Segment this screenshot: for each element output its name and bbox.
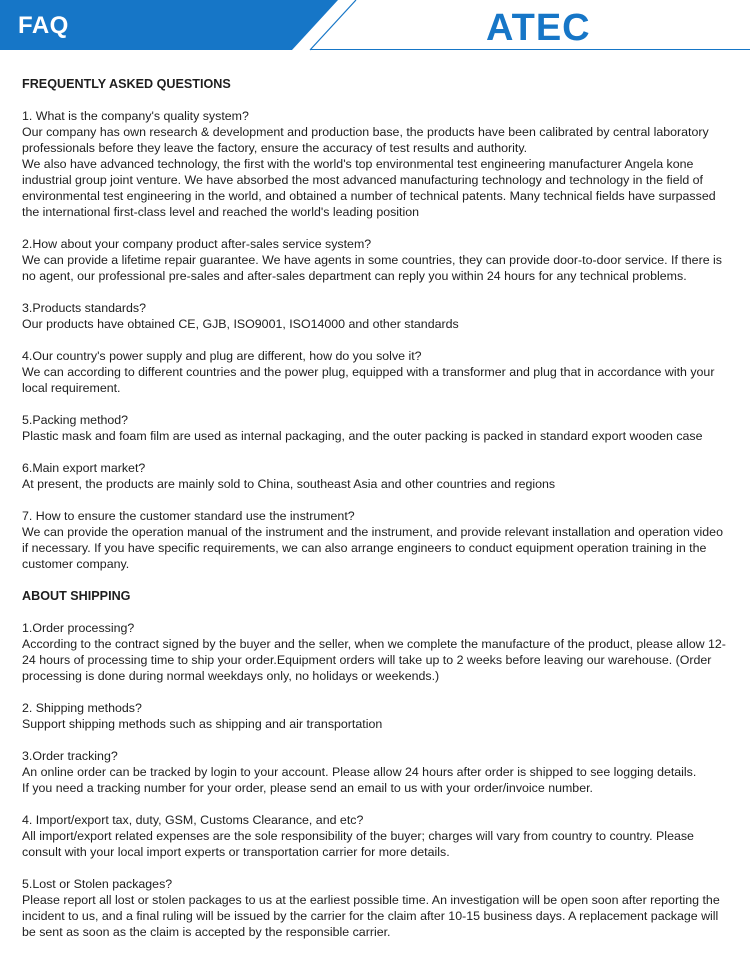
shipping-question: 2. Shipping methods? [22,701,142,715]
faq-item [22,460,730,492]
shipping-answer: Support shipping methods such as shipping and air transportation [22,717,383,731]
faq-answer: Plastic mask and foam film are used as internal packaging, and the outer packing is packed in standard export wooden case [22,429,703,443]
document-body [22,76,730,940]
shipping-answer: According to the contract signed by the buyer and the seller, when we complete the manufacture of the product, please allow 12-24 hours of processing time to ship your order.Equipment orders will take up to 2 weeks before leaving our warehouse. (Order processing is done during normal weekdays only, no holidays or weekends.) [22,637,726,683]
page-header [0,0,750,52]
shipping-item [22,876,730,940]
shipping-item [22,748,730,796]
shipping-question: 1.Order processing? [22,621,135,635]
faq-answer: Our products have obtained CE, GJB, ISO9001, ISO14000 and other standards [22,317,459,331]
shipping-item [22,700,730,732]
shipping-list [22,620,730,940]
faq-answer: We can provide the operation manual of the instrument and the instrument, and provide relevant installation and operation video if necessary. If you have specific requirements, we can also arrange engineers to conduct equipment operation training in the customer company. [22,525,723,571]
faq-item [22,108,730,220]
faq-item [22,508,730,572]
shipping-question: 5.Lost or Stolen packages? [22,877,173,891]
shipping-answer: Please report all lost or stolen packages to us at the earliest possible time. An investigation will be open soon after reporting the incident to us, and a final ruling will be issued by the carrier for the claim after 10-15 business days. A replacement package will be sent as soon as the claim is accepted by the responsible carrier. [22,893,720,939]
faq-answer: We can provide a lifetime repair guarantee. We have agents in some countries, they can provide door-to-door service. If there is no agent, our professional pre-sales and after-sales department can reply you within 24 hours for any technical problems. [22,253,722,283]
shipping-answer: An online order can be tracked by login to your account. Please allow 24 hours after order is shipped to see logging details. [22,765,697,779]
faq-item [22,236,730,284]
faq-answer: At present, the products are mainly sold to China, southeast Asia and other countries and regions [22,477,556,491]
shipping-answer: All import/export related expenses are the sole responsibility of the buyer; charges will vary from country to country. Please consult with your local import experts or transportation carrier for more details. [22,829,694,859]
faq-list [22,108,730,572]
faq-answer: We can according to different countries and the power plug, equipped with a transformer and plug that in accordance with your local requirement. [22,365,715,395]
faq-question: 4.Our country's power supply and plug are different, how do you solve it? [22,349,422,363]
shipping-question: 4. Import/export tax, duty, GSM, Customs Clearance, and etc? [22,813,364,827]
faq-heading: FREQUENTLY ASKED QUESTIONS [22,77,231,91]
faq-item [22,412,730,444]
faq-item [22,348,730,396]
shipping-question: 3.Order tracking? [22,749,118,763]
faq-question: 5.Packing method? [22,413,129,427]
shipping-item [22,812,730,860]
faq-question: 2.How about your company product after-sales service system? [22,237,372,251]
faq-answer: Our company has own research & development and production base, the products have been calibrated by central laboratory professionals before they leave the factory, ensure the accuracy of test results and authority. [22,125,709,155]
shipping-item [22,620,730,684]
faq-item [22,300,730,332]
faq-question: 7. How to ensure the customer standard use the instrument? [22,509,355,523]
faq-question: 6.Main export market? [22,461,146,475]
page-title: FAQ [18,12,69,39]
faq-question: 3.Products standards? [22,301,146,315]
shipping-answer: If you need a tracking number for your order, please send an email to us with your order/invoice number. [22,781,593,795]
brand-logo: ATEC [486,7,591,49]
faq-answer: We also have advanced technology, the first with the world's top environmental test engineering manufacturer Angela kone industrial group joint venture. We have absorbed the most advanced manufacturing technology and technology in the field of environmental test engineering in the world, and obtained a number of technical patents. Many technical fields have surpassed the international first-class level and reached the world's leading position [22,157,716,219]
shipping-heading: ABOUT SHIPPING [22,589,131,603]
header-rule [310,49,750,50]
header-banner-graphic [0,0,750,52]
faq-question: 1. What is the company's quality system? [22,109,249,123]
